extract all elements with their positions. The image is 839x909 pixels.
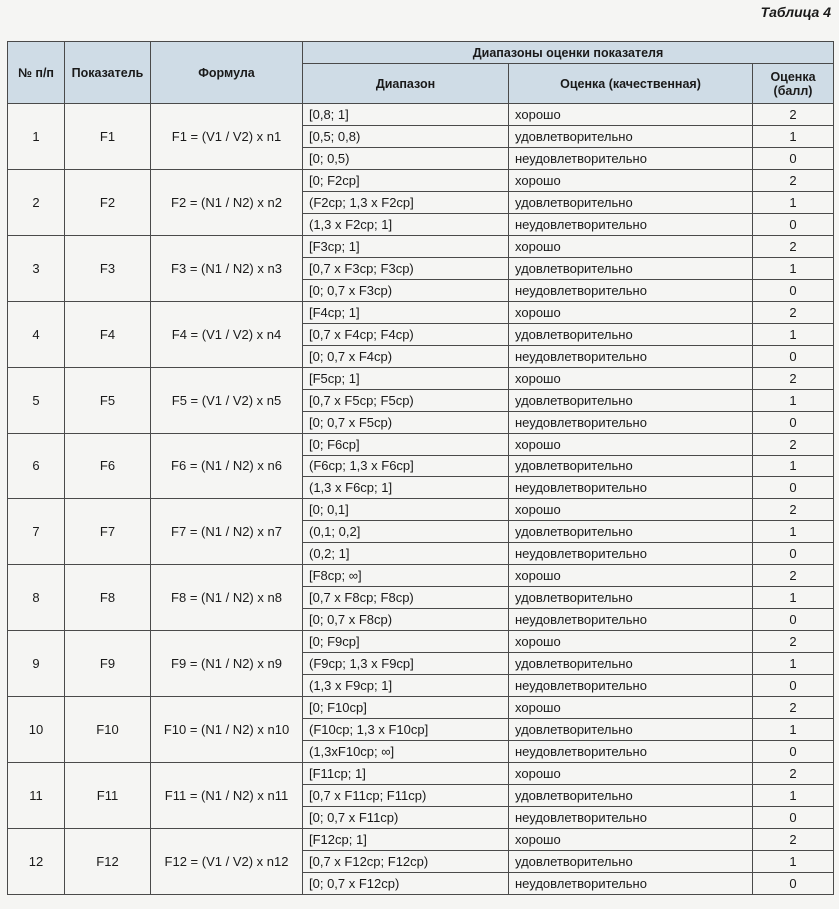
header-indicator: Показатель: [65, 42, 151, 104]
range-cell: [0,7 x F5ср; F5ср): [303, 389, 509, 411]
row-formula: F3 = (N1 / N2) x n3: [151, 235, 303, 301]
score-cell: 0: [753, 872, 834, 894]
quality-cell: неудовлетворительно: [509, 279, 753, 301]
score-cell: 2: [753, 104, 834, 126]
score-cell: 0: [753, 213, 834, 235]
header-num: № п/п: [8, 42, 65, 104]
score-cell: 0: [753, 543, 834, 565]
quality-cell: удовлетворительно: [509, 587, 753, 609]
range-cell: [0,5; 0,8): [303, 125, 509, 147]
quality-cell: хорошо: [509, 828, 753, 850]
quality-cell: хорошо: [509, 301, 753, 323]
score-cell: 2: [753, 433, 834, 455]
range-cell: [0; 0,1]: [303, 499, 509, 521]
quality-cell: неудовлетворительно: [509, 345, 753, 367]
score-cell: 1: [753, 323, 834, 345]
table-row: [8, 828, 834, 850]
range-cell: (0,2; 1]: [303, 543, 509, 565]
score-cell: 2: [753, 301, 834, 323]
header-range: Диапазон: [303, 64, 509, 104]
score-cell: 2: [753, 631, 834, 653]
quality-cell: удовлетворительно: [509, 257, 753, 279]
quality-cell: удовлетворительно: [509, 785, 753, 807]
indicator-table: [7, 41, 834, 895]
score-cell: 1: [753, 850, 834, 872]
row-indicator: F7: [65, 499, 151, 565]
row-number: 4: [8, 301, 65, 367]
score-cell: 1: [753, 191, 834, 213]
quality-cell: хорошо: [509, 169, 753, 191]
quality-cell: хорошо: [509, 499, 753, 521]
range-cell: [0; 0,7 x F8ср): [303, 609, 509, 631]
score-cell: 0: [753, 807, 834, 829]
range-cell: (F10ср; 1,3 x F10ср]: [303, 719, 509, 741]
row-number: 9: [8, 631, 65, 697]
row-indicator: F12: [65, 828, 151, 894]
row-formula: F10 = (N1 / N2) x n10: [151, 697, 303, 763]
quality-cell: хорошо: [509, 763, 753, 785]
quality-cell: хорошо: [509, 104, 753, 126]
quality-cell: неудовлетворительно: [509, 741, 753, 763]
range-cell: [0; 0,7 x F3ср): [303, 279, 509, 301]
range-cell: [0,7 x F8ср; F8ср): [303, 587, 509, 609]
quality-cell: удовлетворительно: [509, 389, 753, 411]
row-number: 8: [8, 565, 65, 631]
row-indicator: F9: [65, 631, 151, 697]
quality-cell: неудовлетворительно: [509, 477, 753, 499]
row-number: 6: [8, 433, 65, 499]
quality-cell: неудовлетворительно: [509, 147, 753, 169]
row-formula: F11 = (N1 / N2) x n11: [151, 763, 303, 829]
score-cell: 0: [753, 477, 834, 499]
header-score: Оценка (балл): [753, 64, 834, 104]
range-cell: [F4ср; 1]: [303, 301, 509, 323]
score-cell: 1: [753, 785, 834, 807]
quality-cell: удовлетворительно: [509, 719, 753, 741]
range-cell: (F9ср; 1,3 x F9ср]: [303, 653, 509, 675]
range-cell: [F5ср; 1]: [303, 367, 509, 389]
header-formula: Формула: [151, 42, 303, 104]
row-indicator: F5: [65, 367, 151, 433]
score-cell: 2: [753, 169, 834, 191]
row-formula: F4 = (V1 / V2) x n4: [151, 301, 303, 367]
row-formula: F12 = (V1 / V2) x n12: [151, 828, 303, 894]
quality-cell: удовлетворительно: [509, 850, 753, 872]
range-cell: [0,7 x F11ср; F11ср): [303, 785, 509, 807]
range-cell: (F2ср; 1,3 x F2ср]: [303, 191, 509, 213]
row-number: 11: [8, 763, 65, 829]
range-cell: [F8ср; ∞]: [303, 565, 509, 587]
score-cell: 1: [753, 389, 834, 411]
score-cell: 2: [753, 499, 834, 521]
quality-cell: неудовлетворительно: [509, 872, 753, 894]
table-row: [8, 235, 834, 257]
quality-cell: неудовлетворительно: [509, 609, 753, 631]
quality-cell: удовлетворительно: [509, 191, 753, 213]
range-cell: (0,1; 0,2]: [303, 521, 509, 543]
score-cell: 2: [753, 235, 834, 257]
score-cell: 2: [753, 763, 834, 785]
range-cell: [0; 0,7 x F5ср): [303, 411, 509, 433]
score-cell: 2: [753, 367, 834, 389]
quality-cell: хорошо: [509, 697, 753, 719]
range-cell: [0; F2ср]: [303, 169, 509, 191]
table-row: [8, 631, 834, 653]
table-row: [8, 367, 834, 389]
row-indicator: F8: [65, 565, 151, 631]
score-cell: 0: [753, 345, 834, 367]
quality-cell: удовлетворительно: [509, 455, 753, 477]
row-formula: F8 = (N1 / N2) x n8: [151, 565, 303, 631]
score-cell: 1: [753, 653, 834, 675]
quality-cell: удовлетворительно: [509, 323, 753, 345]
range-cell: [0; 0,7 x F4ср): [303, 345, 509, 367]
row-formula: F5 = (V1 / V2) x n5: [151, 367, 303, 433]
quality-cell: удовлетворительно: [509, 521, 753, 543]
row-number: 5: [8, 367, 65, 433]
score-cell: 1: [753, 587, 834, 609]
score-cell: 1: [753, 257, 834, 279]
table-row: [8, 104, 834, 126]
quality-cell: неудовлетворительно: [509, 213, 753, 235]
row-number: 7: [8, 499, 65, 565]
range-cell: [F3ср; 1]: [303, 235, 509, 257]
quality-cell: неудовлетворительно: [509, 675, 753, 697]
score-cell: 1: [753, 719, 834, 741]
range-cell: [0; 0,7 x F11ср): [303, 807, 509, 829]
range-cell: (1,3 x F9ср; 1]: [303, 675, 509, 697]
row-number: 12: [8, 828, 65, 894]
quality-cell: неудовлетворительно: [509, 543, 753, 565]
quality-cell: хорошо: [509, 235, 753, 257]
row-formula: F2 = (N1 / N2) x n2: [151, 169, 303, 235]
row-formula: F6 = (N1 / N2) x n6: [151, 433, 303, 499]
quality-cell: неудовлетворительно: [509, 411, 753, 433]
range-cell: (1,3 x F2ср; 1]: [303, 213, 509, 235]
range-cell: [0,7 x F3ср; F3ср): [303, 257, 509, 279]
score-cell: 0: [753, 675, 834, 697]
score-cell: 1: [753, 455, 834, 477]
range-cell: [0; F10ср]: [303, 697, 509, 719]
row-formula: F1 = (V1 / V2) x n1: [151, 104, 303, 170]
row-indicator: F1: [65, 104, 151, 170]
score-cell: 0: [753, 741, 834, 763]
table-row: [8, 169, 834, 191]
quality-cell: хорошо: [509, 631, 753, 653]
row-formula: F9 = (N1 / N2) x n9: [151, 631, 303, 697]
table-row: [8, 697, 834, 719]
score-cell: 0: [753, 609, 834, 631]
quality-cell: хорошо: [509, 565, 753, 587]
row-formula: F7 = (N1 / N2) x n7: [151, 499, 303, 565]
range-cell: (1,3 x F6ср; 1]: [303, 477, 509, 499]
table-row: [8, 763, 834, 785]
score-cell: 1: [753, 125, 834, 147]
table-row: [8, 499, 834, 521]
row-indicator: F11: [65, 763, 151, 829]
row-indicator: F3: [65, 235, 151, 301]
row-number: 10: [8, 697, 65, 763]
row-indicator: F2: [65, 169, 151, 235]
score-cell: 2: [753, 565, 834, 587]
range-cell: (1,3xF10ср; ∞]: [303, 741, 509, 763]
quality-cell: неудовлетворительно: [509, 807, 753, 829]
score-cell: 0: [753, 279, 834, 301]
header-quality: Оценка (качественная): [509, 64, 753, 104]
range-cell: [F11ср; 1]: [303, 763, 509, 785]
row-indicator: F4: [65, 301, 151, 367]
range-cell: [0; 0,7 x F12ср): [303, 872, 509, 894]
range-cell: [0,7 x F4ср; F4ср): [303, 323, 509, 345]
quality-cell: удовлетворительно: [509, 125, 753, 147]
score-cell: 0: [753, 411, 834, 433]
quality-cell: хорошо: [509, 433, 753, 455]
range-cell: [F12ср; 1]: [303, 828, 509, 850]
row-number: 3: [8, 235, 65, 301]
range-cell: [0; F6ср]: [303, 433, 509, 455]
table-row: [8, 565, 834, 587]
range-cell: [0; F9ср]: [303, 631, 509, 653]
table-caption: Таблица 4: [760, 4, 831, 20]
table-row: [8, 301, 834, 323]
range-cell: [0,7 x F12ср; F12ср): [303, 850, 509, 872]
row-number: 1: [8, 104, 65, 170]
row-indicator: F6: [65, 433, 151, 499]
score-cell: 0: [753, 147, 834, 169]
header-ranges-group: Диапазоны оценки показателя: [303, 42, 834, 64]
quality-cell: удовлетворительно: [509, 653, 753, 675]
table-row: [8, 433, 834, 455]
range-cell: [0; 0,5): [303, 147, 509, 169]
quality-cell: хорошо: [509, 367, 753, 389]
range-cell: (F6ср; 1,3 x F6ср]: [303, 455, 509, 477]
score-cell: 2: [753, 697, 834, 719]
score-cell: 1: [753, 521, 834, 543]
range-cell: [0,8; 1]: [303, 104, 509, 126]
row-number: 2: [8, 169, 65, 235]
score-cell: 2: [753, 828, 834, 850]
row-indicator: F10: [65, 697, 151, 763]
